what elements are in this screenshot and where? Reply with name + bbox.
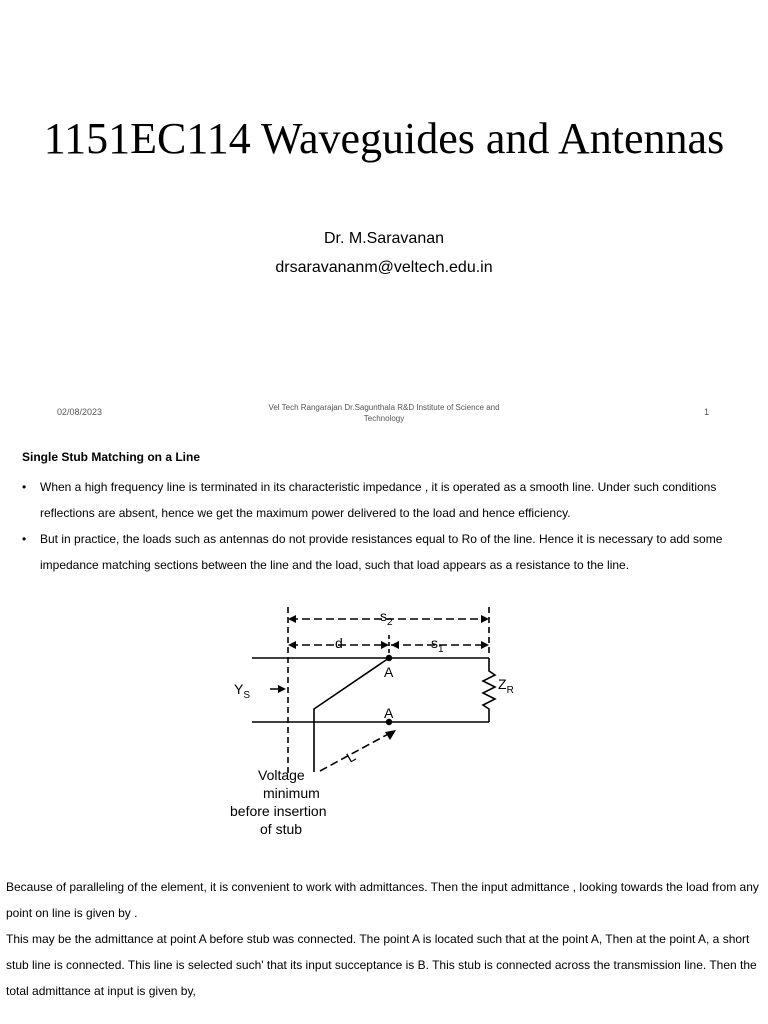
point-a-bottom-label: A (384, 705, 394, 721)
s1-label: $s_1$ (431, 635, 444, 655)
footer-date: 02/08/2023 (57, 407, 103, 417)
footer-institution: Vel Tech Rangarajan Dr.Sagunthala R&D Institute of Science and Technology (268, 403, 500, 423)
stub-length-line (320, 732, 392, 771)
bullet-text: But in practice, the loads such as antennas do not provide resistances equal to Ro of the line. Hence it is necessary to add some impedance matching sections between the line and the load, such that load appears as a resistance to the line. (40, 532, 723, 572)
stub-matching-diagram (222, 605, 522, 840)
s2-label: $s_2$ (380, 608, 393, 628)
bullet-icon: • (22, 532, 27, 546)
paragraph-admittance: Because of paralleling of the element, it is convenient to work with admittances. Then the input admittance , looking towards the load from any point on line is given by . (6, 880, 759, 920)
s1-arrow-right (481, 641, 489, 649)
s2-arrow-right (481, 615, 489, 623)
point-a-top-label: A (384, 664, 394, 680)
l-label: L (343, 747, 359, 766)
caption-line-4: of stub (260, 821, 303, 837)
caption-line-2: minimum (263, 785, 320, 801)
title-slide (0, 0, 768, 440)
d-arrow-left (288, 641, 296, 649)
d-label: d (335, 635, 343, 651)
ys-label: $Y_S$ (234, 681, 251, 701)
author-email: drsaravananm@veltech.edu.in (275, 259, 493, 276)
slide-title: 1151EC114 Waveguides and Antennas (43, 114, 725, 163)
zr-label: $Z_R$ (498, 676, 514, 696)
bullet-list (22, 474, 742, 578)
s1-arrow-left (391, 641, 399, 649)
point-a-top-dot (386, 655, 392, 661)
bullet-text: When a high frequency line is terminated in its characteristic impedance , it is operated as a smooth line. Under such conditions reflections are absent, hence we get the maximum power delivered to the load and hence efficiency. (40, 480, 717, 520)
bullet-item (22, 474, 742, 526)
s2-arrow-left (288, 615, 296, 623)
d-arrow-right (381, 641, 389, 649)
footer-page-number: 1 (704, 407, 710, 417)
load-resistor (483, 658, 495, 722)
caption-line-3: before insertion (230, 803, 327, 819)
section-heading: Single Stub Matching on a Line (22, 450, 201, 464)
paragraph-stub-connection: This may be the admittance at point A before stub was connected. The point A is located such that at the point A, Then at the point A, a short stub line is connected. This line is selected such' that its input succeptance is B. This stub is connected across the transmission line. Then the total admittance at input is given by, (6, 932, 757, 998)
author-name: Dr. M.Saravanan (323, 230, 445, 247)
bullet-icon: • (22, 480, 27, 494)
bullet-item (22, 526, 742, 578)
caption-line-1: Voltage (258, 767, 305, 783)
